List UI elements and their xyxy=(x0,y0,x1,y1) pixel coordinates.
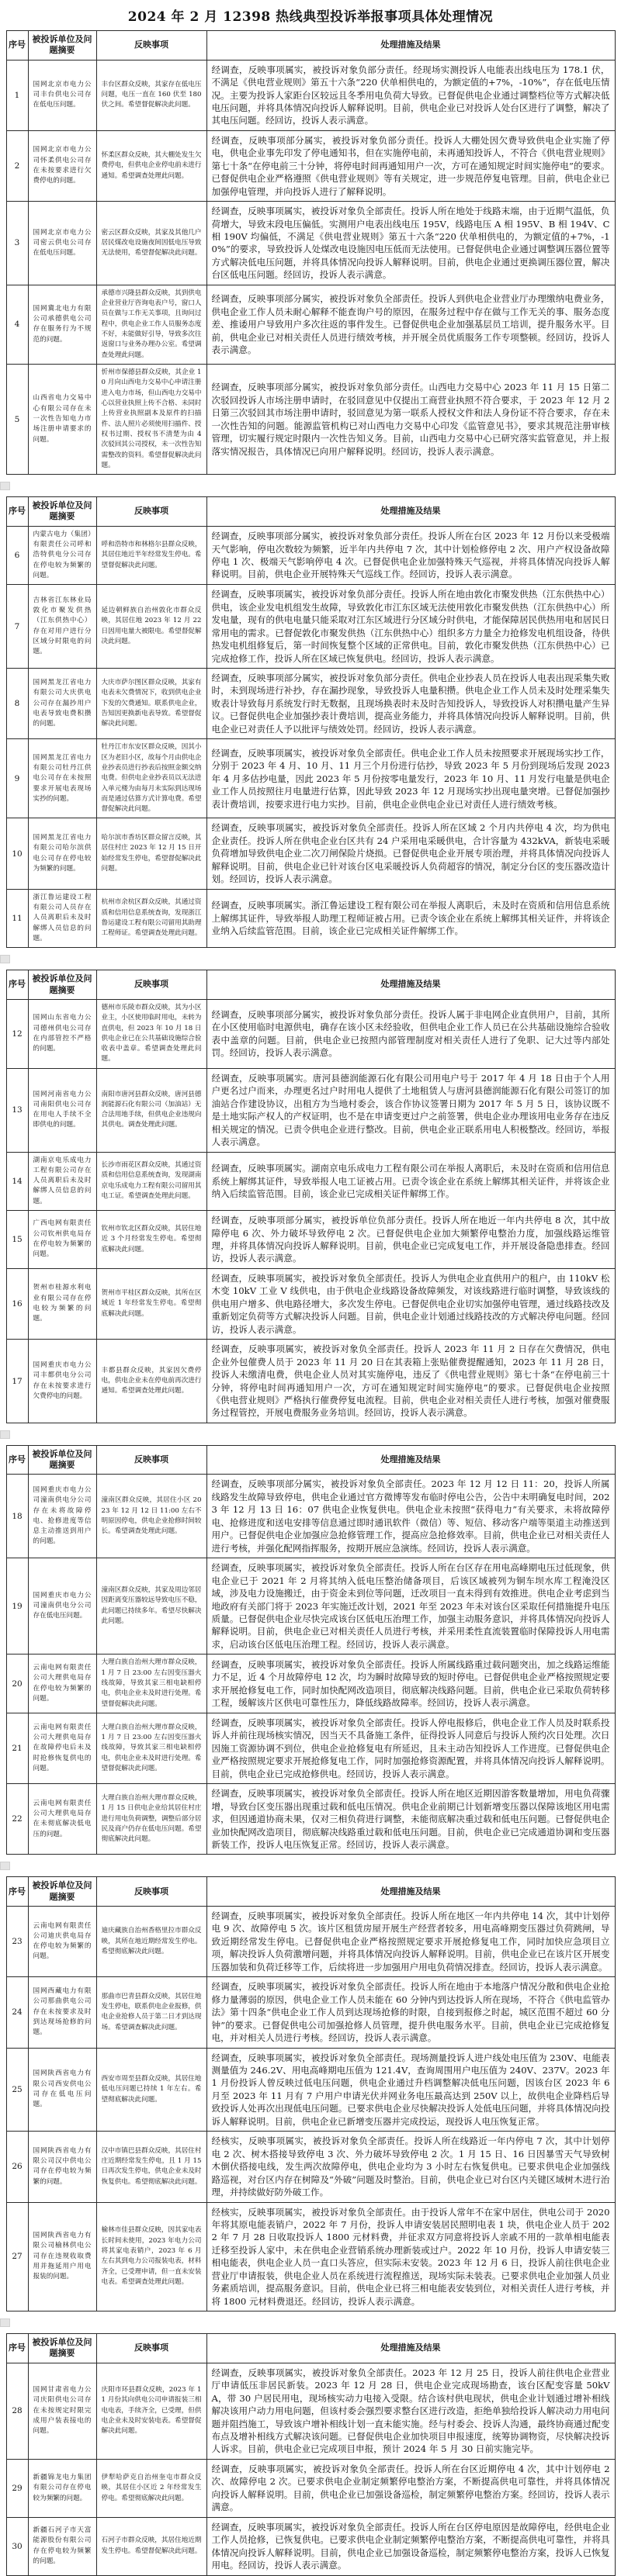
cell-index: 16 xyxy=(6,1268,28,1339)
column-header: 序号 xyxy=(6,970,28,1000)
column-header: 反映事项 xyxy=(96,1445,206,1475)
complaints-table xyxy=(6,970,616,1423)
column-header: 处理措施及结果 xyxy=(206,2334,615,2363)
cell-index: 27 xyxy=(6,2202,28,2311)
table-row xyxy=(6,818,615,889)
cell-index: 13 xyxy=(6,1068,28,1152)
cell-index: 26 xyxy=(6,2132,28,2202)
cell-handling-result: 经调查，反映事项属实，被投诉对象负部分责任。经现场实测投诉人电能表出线电压为 178.1 伏，不满足《供电营业规则》第五十六条“220 伏单相供电的，为额定值的+7%，-10%”，存在低电压情况。主要为投诉人家距台区较远且冬季用电负荷大导致。已督促供电企业通过调整档位等方式解决低电压问题，并将具体情况向投诉人解释说明。目前，供电企业已对投诉人处台区进行了调整，解决了其电压问题。经回访，投诉人表示满意。 xyxy=(206,60,615,130)
cell-handling-result: 经调查，反映事项属实。唐河县德润能源石化有限公司用电户号于 2017 年 4 月 18 日由于个人用户更名过户而来，办理更名过户时用电人提供了土地租赁人与唐河县德润能源石化有限公司签订的加油站合作建设协议，出租方为当地村委会，该合作协议签署日期为 2017 年 5 月 5 日，该协议既不是土地实际产权人的产权证明，也不是在申请变更过户之前签署，供电企业办理该用电业务存在违反相关规定的情况。已责令供电企业进行整改。目前，供电企业正联系用电人积极整改。经回访，举报人表示满意。 xyxy=(206,1068,615,1152)
column-header: 被投诉单位及问题摘要 xyxy=(28,970,96,1000)
table-row xyxy=(6,1713,615,1783)
table-row xyxy=(6,1268,615,1339)
table-row xyxy=(6,2048,615,2132)
cell-complained-unit: 浙江鲁运建设工程有限公司人员存在人员离职后未及时解绑人员信息的问题。 xyxy=(28,889,96,948)
cell-reported-matter: 钦州市钦北区群众反映，其居住地近 3 个月经常发生停电。希望彻底解决此问题。 xyxy=(96,1211,206,1269)
table-row xyxy=(6,1211,615,1269)
cell-complained-unit: 国网黑龙江省电力有限公司大庆供电公司存在漏抄用户电表导致电费积攒的问题。 xyxy=(28,669,96,739)
table-row xyxy=(6,130,615,201)
cell-complained-unit: 贺州市桂源水利电业有限公司存在停电较为频繁的问题。 xyxy=(28,1268,96,1339)
cell-reported-matter: 大理白族自治州大理市群众反映，1 月 15 日供电企业给其居住村庄进行用电负荷调整，调整后部分居民及商户仍存在低电压问题。希望彻底解决此问题。 xyxy=(96,1784,206,1855)
table-row xyxy=(6,739,615,818)
cell-reported-matter: 石河子市群众反映，其居住地近期发生停电。希望督促解决此问题。 xyxy=(96,2517,206,2575)
table-row xyxy=(6,1068,615,1152)
cell-reported-matter: 呼和浩特市和林格尔县群众反映，其居住地近半年经常发生停电。希望督促解决此问题。 xyxy=(96,526,206,585)
table-row xyxy=(6,999,615,1068)
cell-handling-result: 经调查，反映事项属实，被投诉对象负全部责任。投诉人 2023 年 11 月 2 日存在欠费情况，供电企业外包催费人员于 2023 年 11 月 20 日在其表箱上张贴催费提醒通知，2023 年 11 月 28 日，投诉人未缴清电费，供电企业人员对其实施停电，违反了《供电营业规则》第七十条“在停电前三十分钟，将停电时间再通知用户一次，方可在通知规定时间实施停电”的要求。已督促供电企业按照《供电营业规则》严格执行催费停复电流程。目前，供电企业对相关责任人进行考核，加强对催费服务过程管控，开展电费服务业务培训。经回访，投诉人表示满意。 xyxy=(206,1340,615,1423)
cell-handling-result: 经调查，反映事项属实，被投诉对象负全部责任。现场测量投诉人进户线处电压值为 230V、电能表测量值为 246.2V、用电高峰期电压值为 121.4V，查询周围用户电压值为 240V、237V。2023 年 1 月份投诉人曾反映过低电压问题，供电企业通过升档调整解决低电压问题，因该台区 2023 年 6 月至 2023 年 11 月有 7 户用户申请光伏并网业务电压最高达到 250V 以上，故供电企业降档后导致投诉人处再次出现低电压问题。已要求供电企业尽快解决投诉人处低电压问题，并将具体情况向投诉人解释说明。目前，供电企业已新增变压器并完成投运，现投诉人电压恢复正常。 xyxy=(206,2048,615,2132)
cell-complained-unit: 国网黑龙江省电力有限公司哈尔滨供电公司存在停电较为频繁的问题。 xyxy=(28,818,96,889)
cell-reported-matter: 榆林市佳县群众反映，因其家电表长时间未使用，2023 年电力公司将其家电表销户，2023 年 6 月左右其到电力公司报装电表，材料齐全，已受理申请，但一直未安装电表。希望调查处理此问题。 xyxy=(96,2202,206,2311)
cell-reported-matter: 汉中市镇巴县群众反映，其居住村庄近期经常发生停电，且 1 月 15 日再次发生停电，供电企业未及时恢复供电。希望彻底解决此问题。 xyxy=(96,2132,206,2202)
table-row xyxy=(6,365,615,475)
cell-index: 29 xyxy=(6,2459,28,2517)
header-row xyxy=(6,1445,615,1475)
table-row xyxy=(6,889,615,948)
cell-complained-unit: 云南电网有限责任公司迪庆供电局存在停电较为频繁的问题。 xyxy=(28,1907,96,1977)
cell-index: 18 xyxy=(6,1475,28,1558)
cell-reported-matter: 潼南区群众反映，其居住小区 2023 年 12 月 12 日 11:00 左右不明原因停电，供电企业抢修时间较长。希望调查处理此问题。 xyxy=(96,1475,206,1558)
page-break xyxy=(0,1855,621,1876)
header-row xyxy=(6,2334,615,2363)
cell-handling-result: 经调查，反映事项属实，被投诉对象负全部责任。2023 年 12 月 25 日，投诉人前往供电企业营业厅申请低压非居民新装。2023 年 12 月 28 日，供电企业完成现场勘查，该台区配变容量 50kVA，带 30 户居民用电，现场核实动力电接入受限。结合该村供电现状，供电企业计划通过增补相线解决该用户动力用电问题，但该村委会强烈要求整台区进行改造，拒绝单独给投诉人解决动力用电问题并阻挡施工，导致该户增补相线计划一直未能实施。经与村委会、投诉人沟通，最终协商通过配变布点及增补相线方式解决该问题。已督促供电企业加快项目申报速度，统筹协调物资，尽快解决投诉人诉求。目前，供电企业已完成项目申报，预计 2024 年 5 月 30 日前实施完毕。 xyxy=(206,2363,615,2459)
cell-complained-unit: 国网河南省电力公司南阳供电公司存在用电人手续不全即供电的问题。 xyxy=(28,1068,96,1152)
table-row xyxy=(6,2132,615,2202)
table-row xyxy=(6,60,615,130)
cell-handling-result: 经调查，反映事项属实，被投诉对象负部分责任。投诉人所在地由敦化市聚发供热（江东供热中心）供电，该企业发电机组发生故障，导致敦化市江东区域无法使用敦化市聚发供热（江东供热中心）所发电量，现有的供电电量只能采取对江东区域进行分区域分时供电，才能保障居民供热用电和居民日常用电的需求。已督促敦化市聚发供热（江东供热中心）组织多方力量全力抢修发电机组设备，待供热发电机组修复后，第一时间恢复整个区域的正常供电。目前，敦化市聚发供热（江东供热中心）已完成抢修工作，投诉人所在区域已恢复供电。经回访，投诉人表示满意。 xyxy=(206,585,615,669)
cell-handling-result: 经调查，反映事项属实，被投诉对象负全部责任。投诉人所在台区近期停电 4 次，其中计划停电 2 次、故障停电 2 次。已要求供电企业制定频繁停电整治方案，不断提高供电可靠性，并将具体情况向投诉人解释说明。目前，供电企业已加强设备巡检，制定频繁停电整治方案。经回访，投诉人表示满意。 xyxy=(206,2459,615,2517)
cell-index: 28 xyxy=(6,2363,28,2459)
header-row xyxy=(6,31,615,61)
table-row xyxy=(6,1340,615,1423)
complaints-table xyxy=(6,496,616,948)
cell-handling-result: 经调查，反映事项属实，被投诉对象负全部责任。投诉人所在地区近期因游客数量增加，用电负荷骤增，导致台区变压器出现重过载和低电压情况。供电企业前期已计划新增变压器以保障该地区用电需求，但因通道协商未果，仅对三相负荷进行调整，未能彻底解决重过载和低电压问题。已督促供电企业加快配网改造项目，彻底解决线路重过载和低电压问题。目前，供电企业已完成通道协调和变压器新装工作，投诉人电压恢复正常。经回访，投诉人表示满意。 xyxy=(206,1784,615,1855)
cell-handling-result: 经调查，反映事项属实，被投诉对象负全部责任。投诉人所在地处于线路末端，由于近期气温低，负荷增大，导致末段电压偏低。实测用户电表出线电压 195V，线路电压 A 相 195V、B 相 194V、C 相 190V 均偏低，不满足《供电营业规则》第五十六条“220 伏单相供电的，为额定值的+7%，-10%”的要求，导致投诉人处煤改电设施因电压低而无法使用。已督促供电企业通过调整调压器位置等方式解决低电压问题，并将具体情况向投诉人解释说明。目前，供电企业通过更换调压器位置，解决台区低电压问题。经回访，投诉人表示满意。 xyxy=(206,202,615,285)
cell-reported-matter: 那曲市巴青县群众反映，其居住地发生停电，联系供电企业报修，供电企业抢修人员于第二日才到达现场。希望调查解决此问题。 xyxy=(96,1977,206,2048)
column-header: 被投诉单位及问题摘要 xyxy=(28,1877,96,1907)
cell-complained-unit: 国网山东省电力公司德州供电公司存在内部管控不严格的问题。 xyxy=(28,999,96,1068)
table-sections xyxy=(0,30,621,2576)
column-header: 反映事项 xyxy=(96,1877,206,1907)
header-row xyxy=(6,497,615,527)
cell-complained-unit: 新疆石河子市天富能源股份有限公司存在停电较为频繁的问题。 xyxy=(28,2517,96,2575)
cell-complained-unit: 国网重庆市电力公司潼南供电分公司存在低电压问题。 xyxy=(28,1558,96,1655)
cell-index: 24 xyxy=(6,1977,28,2048)
cell-handling-result: 经调查，反映事项属实。浙江鲁运建设工程有限公司在举报人离职后，未及时在资质和信用信息系统上解绑其证件，导致举报人助理工程师证被占用。已责令该企业在系统上解绑其相关证件，并将该企业纳入后续监管范围。目前，该企业已完成相关证件解绑工作。 xyxy=(206,889,615,948)
table-row xyxy=(6,1475,615,1558)
cell-complained-unit: 国网北京市电力公司密云供电公司存在低电压问题。 xyxy=(28,202,96,285)
table-row xyxy=(6,1907,615,1977)
table-row xyxy=(6,2202,615,2311)
column-header: 序号 xyxy=(6,497,28,527)
page-break xyxy=(0,1423,621,1445)
cell-reported-matter: 忻州市保德县群众反映，其企业 10 月向山西电力交易中心申请注册进入电力市场，但山西电力交易中心以营业执照上传不合格、未同时上传营业执照副本及原件的扫描件、法人照片必须使用扫描件、授权书过期、授权书不清楚为由 4 次驳回其公司授权，未一次性告知需整改的资料。希望督促解决此问题。 xyxy=(96,365,206,475)
column-header: 被投诉单位及问题摘要 xyxy=(28,31,96,61)
cell-reported-matter: 迪庆藏族自治州香格里拉市群众反映，其所在地近期经常发生停电。希望彻底解决此问题。 xyxy=(96,1907,206,1977)
cell-reported-matter: 大庆市萨尔图区群众反映，其家有电表未欠费情况下，收到供电企业下发的欠费通知。联系供电企业，告知因更换新电表导致。希望督促解决此问题。 xyxy=(96,669,206,739)
column-header: 反映事项 xyxy=(96,970,206,1000)
cell-index: 1 xyxy=(6,60,28,130)
table-row xyxy=(6,585,615,669)
table-row xyxy=(6,1152,615,1211)
cell-complained-unit: 国网陕西省电力有限公司西安供电公司存在低电压问题。 xyxy=(28,2048,96,2132)
cell-handling-result: 经调查，反映事项部分属实，被投诉对象负部分责任。投诉人大棚处因欠费导致供电企业实施了停电，供电企业事先印发了停电通知书，但在实施停电前，未再通知投诉人，不符合《供电营业规则》第七十条“在停电前三十分钟，将停电时间再通知用户一次，方可在通知规定时间实施停电”的要求。已督促供电企业严格遵照《供电营业规则》等有关规定，进一步规范停复电管理。目前，供电企业已加强停电管理，并向投诉人进行了解释说明。 xyxy=(206,130,615,201)
table-row xyxy=(6,1655,615,1713)
cell-reported-matter: 丰台区群众反映，其家存在低电压问题，电压一直在 160 伏至 180 伏之间。希望督促解决此问题。 xyxy=(96,60,206,130)
cell-complained-unit: 国网重庆市电力公司丰都供电分公司存在未按要求进行欠费停电的问题。 xyxy=(28,1340,96,1423)
cell-reported-matter: 杭州市余杭区群众反映，其通过资质和信用信息系统查询，发现浙江鲁运建设工程有限公司留用其助理工程师证。希望调查处理此问题。 xyxy=(96,889,206,948)
column-header: 反映事项 xyxy=(96,31,206,61)
cell-complained-unit: 云南电网有限责任公司大理供电局存在停电较为频繁的问题。 xyxy=(28,1655,96,1713)
complaints-table xyxy=(6,1445,616,1855)
cell-complained-unit: 国网重庆市电力公司潼南供电分公司存在未将故障停电、抢修进度等信息主动推送到用户的问题。 xyxy=(28,1475,96,1558)
cell-complained-unit: 国网北京市电力公司丰台供电公司存在低电压问题。 xyxy=(28,60,96,130)
cell-handling-result: 经调查，反映事项部分属实，被投诉对象负部分责任。投诉人属于非电网企业直供用户，目前，其所在小区使用临时电源供电，确存在该小区未经验收，但供电企业工作人员已在公共基础设施综合验收表中盖章的问题。目前，供电企业已按照内部管理制度对相关责任人进行了免职、记大过等内部处罚。经回访，投诉人表示满意。 xyxy=(206,999,615,1068)
cell-complained-unit: 国网西藏电力有限公司那曲供电公司存在未按要求及时到达现场抢修的问题。 xyxy=(28,1977,96,2048)
cell-complained-unit: 国网北京市电力公司怀柔供电公司存在未按要求进行欠费停电的问题。 xyxy=(28,130,96,201)
cell-complained-unit: 国网黑龙江省电力有限公司牡丹江供电公司存在未按照要求开展电表现场实抄的问题。 xyxy=(28,739,96,818)
cell-index: 23 xyxy=(6,1907,28,1977)
cell-handling-result: 经调查，反映事项属实，被投诉对象负全部责任。投诉人停电报修后，供电企业工作人员及时联系投诉人并前往现场核实情况，因当天不具备施工条件，征得投诉人同意后与投诉人预约次日处理。次日因施工资源协调不到位，供电企业抢修复电有所延迟，且未主动告知投诉人工作进度。已督促供电企业严格按照规定要求开展抢修复电工作，同时加强抢修资源配置，并将具体情况向投诉人解释说明。目前，供电企业已完成抢修供电。经回访，投诉人表示满意。 xyxy=(206,1713,615,1783)
cell-index: 9 xyxy=(6,739,28,818)
complaints-table xyxy=(6,2333,616,2575)
column-header: 处理措施及结果 xyxy=(206,1877,615,1907)
cell-handling-result: 经调查，反映事项属实，被投诉对象负全部责任。投诉人所在区域 2 个月内共停电 4 次，均为供电企业责任。投诉人所在供电企业台区共有 24 户采用电采暖供电，合计容量为 432kVA，新装电采暖负荷增加导致供电企业二次刀闸保险片烧损。已督促供电企业开展专项治理，并将具体情况向投诉人解释说明。目前，供电企业已针对该台区电采暖投诉人负荷超容的情况，制定分台区的变压器改造计划。经回访，投诉人表示满意。 xyxy=(206,818,615,889)
cell-handling-result: 经调查，反映事项属实。湖南京电乐成电力工程有限公司在举报人离职后，未及时在资质和信用信息系统上解绑其证件，导致举报人电工证被占用。已责令该企业在系统上解绑其相关证件，并将该企业纳入后续监管范围。目前，该企业已完成相关证件解绑工作。 xyxy=(206,1152,615,1211)
cell-index: 17 xyxy=(6,1340,28,1423)
table-row xyxy=(6,1977,615,2048)
cell-reported-matter: 潼南区群众反映，其家及周边邻居因距离变压器较远导致电压不稳，此问题已持续多年。希望尽快解决此问题。 xyxy=(96,1558,206,1655)
cell-index: 4 xyxy=(6,285,28,364)
cell-complained-unit: 国网甘肃省电力公司庆阳供电公司存在未按规定时限完成用户装表接电的问题。 xyxy=(28,2363,96,2459)
table-row xyxy=(6,202,615,285)
cell-reported-matter: 西安市周至县群众反映，其居住地低电压问题已持续 1 年左右。希望彻底解决此问题。 xyxy=(96,2048,206,2132)
cell-reported-matter: 怀柔区群众反映，其大棚处发生欠费停电，但供电企业停电前未进行通知。希望调查处理此问题。 xyxy=(96,130,206,201)
cell-index: 10 xyxy=(6,818,28,889)
cell-reported-matter: 丰都县群众反映，其家因欠费停电，供电企业未在停电前再次进行通知。希望调查处理此问题。 xyxy=(96,1340,206,1423)
cell-index: 7 xyxy=(6,585,28,669)
column-header: 序号 xyxy=(6,31,28,61)
cell-handling-result: 经调查，反映事项属实，被投诉对象负全部责任。投诉人所在台区停电原因是故障停电，经供电企业工作人员抢修，已恢复供电。已要求供电企业制定频繁停电整治方案，不断提高供电可靠性，并将具体情况向投诉人解释说明。目前，供电企业已加强设备巡检，制定频繁停电整治方案，投诉人已恢复用电。经回访，投诉人表示满意。 xyxy=(206,2517,615,2575)
table-row xyxy=(6,1784,615,1855)
cell-index: 21 xyxy=(6,1713,28,1783)
page-title: 2024 年 2 月 12398 热线典型投诉举报事项具体处理情况 xyxy=(127,9,494,25)
cell-complained-unit: 云南电网有限责任公司大理供电局存在故障停电后未及时抢修恢复供电的问题。 xyxy=(28,1713,96,1783)
cell-complained-unit: 云南电网有限责任公司大理供电局存在未彻底解决低电压的问题。 xyxy=(28,1784,96,1855)
table-row xyxy=(6,669,615,739)
cell-reported-matter: 庆阳市环县群众反映，2023 年 11 月份其向供电公司申请报装三相电电表，手续齐全，已受理，但供电企业未及时安装电表。希望督促解决此问题。 xyxy=(96,2363,206,2459)
cell-reported-matter: 哈尔滨市香坊区群众留言反映，其居住村庄 2023 年 12 月 15 日开始经常发生停电，希望督促解决此问题。 xyxy=(96,818,206,889)
table-row xyxy=(6,526,615,585)
cell-index: 14 xyxy=(6,1152,28,1211)
cell-handling-result: 经调查，反映事项属实，被投诉对象负全部责任。投诉人所在台区存在用电高峰期电压过低现象，供电企业已于 2021 年 2 月将其纳入低电压整治储备项目，后该区域被列为铜车坝水库工程淹没区域，涉及电力设施搬迁，由于资金未到位等问题，迁改项目一直未得到有效推进。供电企业考虑到当地政府有关部门将于 2023 年实施迁改计划，2021 年至 2023 年未对该台区采取任何措施提升电压质量。已督促供电企业尽快完成该台区低电压治理工作，加强主动服务意识，并将具体情况向投诉人解释说明。目前，供电企业已对相关责任人员进行考核，并采用柔性直流装置临时保障投诉人用电需求，启动该台区低电压治理工程。经回访，投诉人表示满意。 xyxy=(206,1558,615,1655)
cell-index: 20 xyxy=(6,1655,28,1713)
cell-reported-matter: 大理白族自治州大理市群众反映，1 月 7 日 23:00 左右因变压器火线故障，导致其家三相电缺相停电，供电企业未及时进行处理。希望督促解决此问题。 xyxy=(96,1713,206,1783)
cell-index: 12 xyxy=(6,999,28,1068)
cell-handling-result: 经调查，反映事项属实，被投诉对象负全部责任。投诉人所在地区一年内共停电 14 次，其中计划停电 9 次、故障停电 5 次。该片区租赁房屋开展生产经营者较多，用电高峰期变压器过负荷跳闸，导致近期经常发生停电。已督促供电企业严格按照规定要求开展抢修复电工作，同时加快应急项目立项，解决投诉人负荷激增问题，并将具体情况向投诉人解释说明。目前，供电企业已在该片区开展变压器加装和负荷迁移等工作，后续将进一步加强用户用电负荷情况排查。经回访，投诉人表示满意。 xyxy=(206,1907,615,1977)
cell-index: 3 xyxy=(6,202,28,285)
cell-index: 2 xyxy=(6,130,28,201)
column-header: 处理措施及结果 xyxy=(206,970,615,1000)
cell-reported-matter: 密云区群众反映，其家及其他几户居民煤改电设施夜间因低电压导致无法使用，希望督促解决此问题。 xyxy=(96,202,206,285)
cell-handling-result: 经调查，反映事项部分属实，被投诉单位负部分责任。投诉人所在地近一年内共停电 8 次，其中故障停电 6 次、外力破坏导致停电 2 次。已督促供电企业加大频繁停电整治力度，加强线路运维管理，并将具体情况向投诉人解释说明。目前，供电企业已完成复电工作，并开展设备隐患排查。经回访，投诉人表示满意。 xyxy=(206,1211,615,1269)
column-header: 序号 xyxy=(6,1877,28,1907)
cell-complained-unit: 湖南京电乐成电力工程有限公司存在人员离职后未及时解绑人员信息的问题。 xyxy=(28,1152,96,1211)
cell-index: 19 xyxy=(6,1558,28,1655)
table-row xyxy=(6,1558,615,1655)
cell-reported-matter: 南阳市唐河县群众反映，唐河县德润能源石化有限公司（加油站）无合法用地手续，但供电企业违规向其供电。调查处理此问题。 xyxy=(96,1068,206,1152)
cell-index: 15 xyxy=(6,1211,28,1269)
cell-reported-matter: 德州市乐陵市群众反映，其为小区业主，小区使用临时用电，未转为直供电，但 2023 年 10 月 18 日供电企业已在公共基础设施综合验收表中盖章。希望调查处理此问题。 xyxy=(96,999,206,1068)
cell-handling-result: 经调查，反映事项部分属实，被投诉对象负部分责任。供电企业抄表人员在投诉人电表出现采集失败时，未到现场进行补抄，存在漏抄现象，导致投诉人电量积攒。供电企业工作人员未及时处理采集失败表计导致每月系统发行时无数据，且现场换表时未及时告知投诉人，导致投诉人对积攒电量产生异议。已督促供电企业加强抄表计费培训，提高业务能力，并将具体情况向投诉人解释说明。目前，供电企业已对责任人予以批评与绩效处罚。经回访，投诉人表示满意。 xyxy=(206,669,615,739)
complaints-table xyxy=(6,30,616,475)
cell-complained-unit: 新疆锦龙电力集团有限公司存在停电较为频繁的问题。 xyxy=(28,2459,96,2517)
header-row xyxy=(6,970,615,1000)
cell-reported-matter: 延边朝鲜族自治州敦化市群众反映，其居住地 2023 年 12 月 22 日因用电量大被限电。希望督促解决此问题。 xyxy=(96,585,206,669)
column-header: 序号 xyxy=(6,2334,28,2363)
column-header: 被投诉单位及问题摘要 xyxy=(28,497,96,527)
cell-reported-matter: 大理白族自治州大理市群众反映，1 月 7 日 23:00 左右因变压器火线故障，导致其家三相电缺相停电，供电企业未及时进行处理。希望督促解决此问题。 xyxy=(96,1655,206,1713)
table-row xyxy=(6,2517,615,2575)
cell-handling-result: 经调查，反映事项部分属实，被投诉对象负全部责任。投诉人到供电企业营业厅办理缴纳电费业务，供电企业工作人员未耐心解释不能查询户号的原因，在服务过程中存在做与工作无关的事、服务态度差、推诿用户导致用户多次往返的事件发生。已督促供电企业加强基层员工培训，提升服务水平。目前，供电企业已对相关责任人员进行绩效考核，并开展全员优质服务工作专项整顿。经回访，投诉人表示满意。 xyxy=(206,285,615,364)
cell-reported-matter: 伊犁哈萨克自治州奎屯市群众反映，其居住小区近 2 年经常发生停电。希望彻底解决此问题。 xyxy=(96,2459,206,2517)
cell-reported-matter: 承德市兴隆县群众反映，其到供电企业营业厅咨询电表户号，窗口人员在做与工作无关事项，且询问过程中，供电企业工作人员服务态度不好，未能做好引导，导致多次往返窗口与业务办理办公室。希望调查处理此问题。 xyxy=(96,285,206,364)
table-row xyxy=(6,2459,615,2517)
column-header: 处理措施及结果 xyxy=(206,31,615,61)
cell-handling-result: 经调查，反映事项属实，被投诉对象负全部责任。投诉人为供电企业直供用户的租户，由 110kV 松木变 10kV 工业 V 线供电，由于供电企业线路设备故障频发，对该线路进行临时调整，导致该线的供电用户增多、供电路径增大，多次发生停电。已督促供电企业切实加强停电管理，通过线路技改及重新划定负荷等方式解决投诉人问题。目前，供电企业计划通过线路技改的方式解决停电问题。经回访，投诉人表示满意。 xyxy=(206,1268,615,1339)
cell-index: 22 xyxy=(6,1784,28,1855)
table-row xyxy=(6,285,615,364)
column-header: 处理措施及结果 xyxy=(206,1445,615,1475)
column-header: 被投诉单位及问题摘要 xyxy=(28,1445,96,1475)
cell-index: 8 xyxy=(6,669,28,739)
cell-handling-result: 经调查，反映事项部分属实，被投诉对象负部分责任。山西电力交易中心 2023 年 11 月 15 日第二次驳回投诉人市场注册申请时，在驳回意见中仅提出工商营业执照不符合要求，于 2023 年 12 月 2 日第三次驳回其市场注册申请时，驳回意见为第一联系人授权文件和法人身份证不符合要求，存在未一次性告知的问题。能源监管机构已对山西电力交易中心印发《监管意见书》，要求其规范注册审核管理，切实履行规定时限内一次性告知义务。目前，山西电力交易中心已研究落实监管意见，并上报落实情况报告，具体情况已向用户解释说明。经回访，投诉人表示满意。 xyxy=(206,365,615,475)
cell-handling-result: 经调查，反映事项部分属实，被投诉对象负全部责任。2023 年 12 月 12 日 11：20，投诉人所属线路发生故障导致停电，供电企业通过官方微博等发布临时停电公告，公告中未明确复电时间，2023 年 12 月 13 日 16：07 供电企业恢复供电。供电企业未按照“获得电力”有关要求，未将故障停电、抢修进度和送电安排等信息通过即时通讯软件（微信）等、短信、移动客户端等渠道主动推送到用户。已督促供电企业加强应急抢修管理工作，提高应急抢修效率。目前，供电企业已对相关责任人进行考核，并强化配网指挥服务，按期开展应急演练。经回访，投诉人表示满意。 xyxy=(206,1475,615,1558)
cell-handling-result: 经调查，反映事项部分属实，被投诉对象负部分责任。投诉人所在台区 2023 年 12 月份以来受极端天气影响，停电次数较为频繁，近半年内共停电 7 次，其中计划检修停电 2 次、用户产权设备故障停电 1 次、极端天气影响停电 4 次。已督促供电企业加强特殊天气巡视，并将具体情况向投诉人解释说明。目前，供电企业开展特殊天气巡线工作。经回访，投诉人表示满意。 xyxy=(206,526,615,585)
column-header: 处理措施及结果 xyxy=(206,497,615,527)
cell-complained-unit: 吉林省江东林业局敦化市聚发供热（江东供热中心）存在对用户进行分区域分时限电的问题。 xyxy=(28,585,96,669)
cell-handling-result: 经核实，反映事项属实，被投诉对象负全部责任。由于投诉人常年不在家中居住，供电公司于 2020 年将其原电能表销户，2022 年 7 月份，投诉人申请安装居民照明电表 1 块，供电企业人员于 2022 年 7 月 28 日收取投诉人 1800 元材料费，并征求双方同意将投诉人亲戚不用的一款单相电能表迁移至投诉人家中，未在供电企业营销系统办理新装或过户。2022 年 10 月份，投诉人申请安装三相电能表，供电企业人员一直口头答应，但实际未安装。2023 年 12 月 6 日，投诉人前往供电企业营业厅申请报装，供电企业人员在系统进行流程推送，现场实际未装表。已要求供电企业加强人员业务素质培训，提高服务意识。目前，供电企业已将三相电能表安装到位，对相关责任人进行考核，并将 1800 元材料费退还。经回访，投诉人表示满意。 xyxy=(206,2202,615,2311)
cell-index: 11 xyxy=(6,889,28,948)
column-header: 反映事项 xyxy=(96,497,206,527)
column-header: 序号 xyxy=(6,1445,28,1475)
cell-handling-result: 经调查，反映事项属实，被投诉对象负全部责任。投诉人所在地由于本地落户情况分散和供电企业抢修力量薄弱的原因，供电企业工作人员未能在 60 分钟内到达投诉人所在现场，不符合《供电监管办法》第十四条“供电企业工作人员到达现场抢修的时限，自接到报修之时起，城区范围不超过 60 分钟”的要求。已督促供电公司加强抢修人员管理，提升供电服务水平。目前，供电企业已完成抢修复电，并对相关人员进行考核。经回访，投诉人表示满意。 xyxy=(206,1977,615,2048)
complaints-table xyxy=(6,1876,616,2311)
cell-reported-matter: 牡丹江市东安区群众反映，因其小区为老旧小区，故每个月由供电企业抄表员进行抄表后按照金额交纳电费。但供电企业抄表员以无法进入单元楼为由每月未实际到达现场而是通过估算方式计算电费。希望督促解决此问题。 xyxy=(96,739,206,818)
page-break xyxy=(0,948,621,970)
header-row xyxy=(6,1877,615,1907)
cell-index: 30 xyxy=(6,2517,28,2575)
column-header: 反映事项 xyxy=(96,2334,206,2363)
cell-reported-matter: 贺州市平桂区群众反映，其所在区域近 1 年经常发生停电。希望彻底解决此问题。 xyxy=(96,1268,206,1339)
column-header: 被投诉单位及问题摘要 xyxy=(28,2334,96,2363)
page-break xyxy=(0,475,621,496)
cell-index: 5 xyxy=(6,365,28,475)
cell-complained-unit: 内蒙古电力（集团）有限责任公司呼和浩特供电分公司存在停电较为频繁的问题。 xyxy=(28,526,96,585)
cell-handling-result: 经调查，反映事项属实，被投诉对象负全部责任。投诉人所属线路重过载问题突出，加之线路运维能力不足，近 4 个月故障停电 12 次，均为瞬时故障导致的短时停电。已督促供电企业严格按照规定要求开展抢修复电工作，同时加快配网改造项目，彻底解决线路问题。目前，供电企业已采取负荷转移工程，缓解该片区供电可靠性压力，降低线路故障率。经回访，投诉人表示满意。 xyxy=(206,1655,615,1713)
cell-complained-unit: 广西电网有限责任公司钦州供电局存在停电较为频繁的问题。 xyxy=(28,1211,96,1269)
cell-complained-unit: 国网陕西省电力有限公司汉中供电公司存在停电较为频繁的问题。 xyxy=(28,2132,96,2202)
cell-handling-result: 经核实，反映事项属实，被投诉对象负全部责任。投诉人所在线路近一年内停电 7 次，其中计划停电 2 次、树木搭接导致停电 3 次、外力破坏导致停电 2 次。1 月 15 日、16 日因暴雪天气导致树木倒伏搭接电线，发生两次故障停电，供电企业均为 3 小时左右恢复供电。已要求供电企业加强线路巡视，对台区内存在树障及“外破”问题及时整治。目前，供电企业已对台区内关键区域树木进行治理，并持续做好防外破工作。 xyxy=(206,2132,615,2202)
cell-index: 25 xyxy=(6,2048,28,2132)
cell-complained-unit: 国网陕西省电力有限公司榆林供电公司存在违规收取费用并拖延用户用电报装的问题。 xyxy=(28,2202,96,2311)
table-row xyxy=(6,2363,615,2459)
cell-index: 6 xyxy=(6,526,28,585)
cell-complained-unit: 国网冀北电力有限公司承德供电公司存在服务行为不规范的问题。 xyxy=(28,285,96,364)
cell-complained-unit: 山西省电力交易中心有限公司存在未一次性告知电力市场注册申请要求的问题。 xyxy=(28,365,96,475)
page-break xyxy=(0,2311,621,2333)
cell-reported-matter: 长沙市雨花区群众反映，其通过资质和信用信息系统查询，发现湖南京电乐成电力工程有限公司留用其电工证。希望调查处理此问题。 xyxy=(96,1152,206,1211)
cell-handling-result: 经调查，反映事项属实，被投诉对象负全部责任。供电企业工作人员未按照要求开展现场实抄工作，分别于 2023 年 4 月、10 月、11 月三个月份进行估抄，导致 2023 年 5 月份到现场后发现 2023 年 4 月多估抄电量，因此 2023 年 5 月份按零电量发行，2023 年 10 月、11 月发行电量是供电企业工作人员按照往月电量进行估算，因此导致 2023 年 12 月现场实抄出现电量突增。已督促加强抄表计费培训，按要求进行电力实抄。目前，供电企业供电企业已对责任人进行绩效考核。 xyxy=(206,739,615,818)
